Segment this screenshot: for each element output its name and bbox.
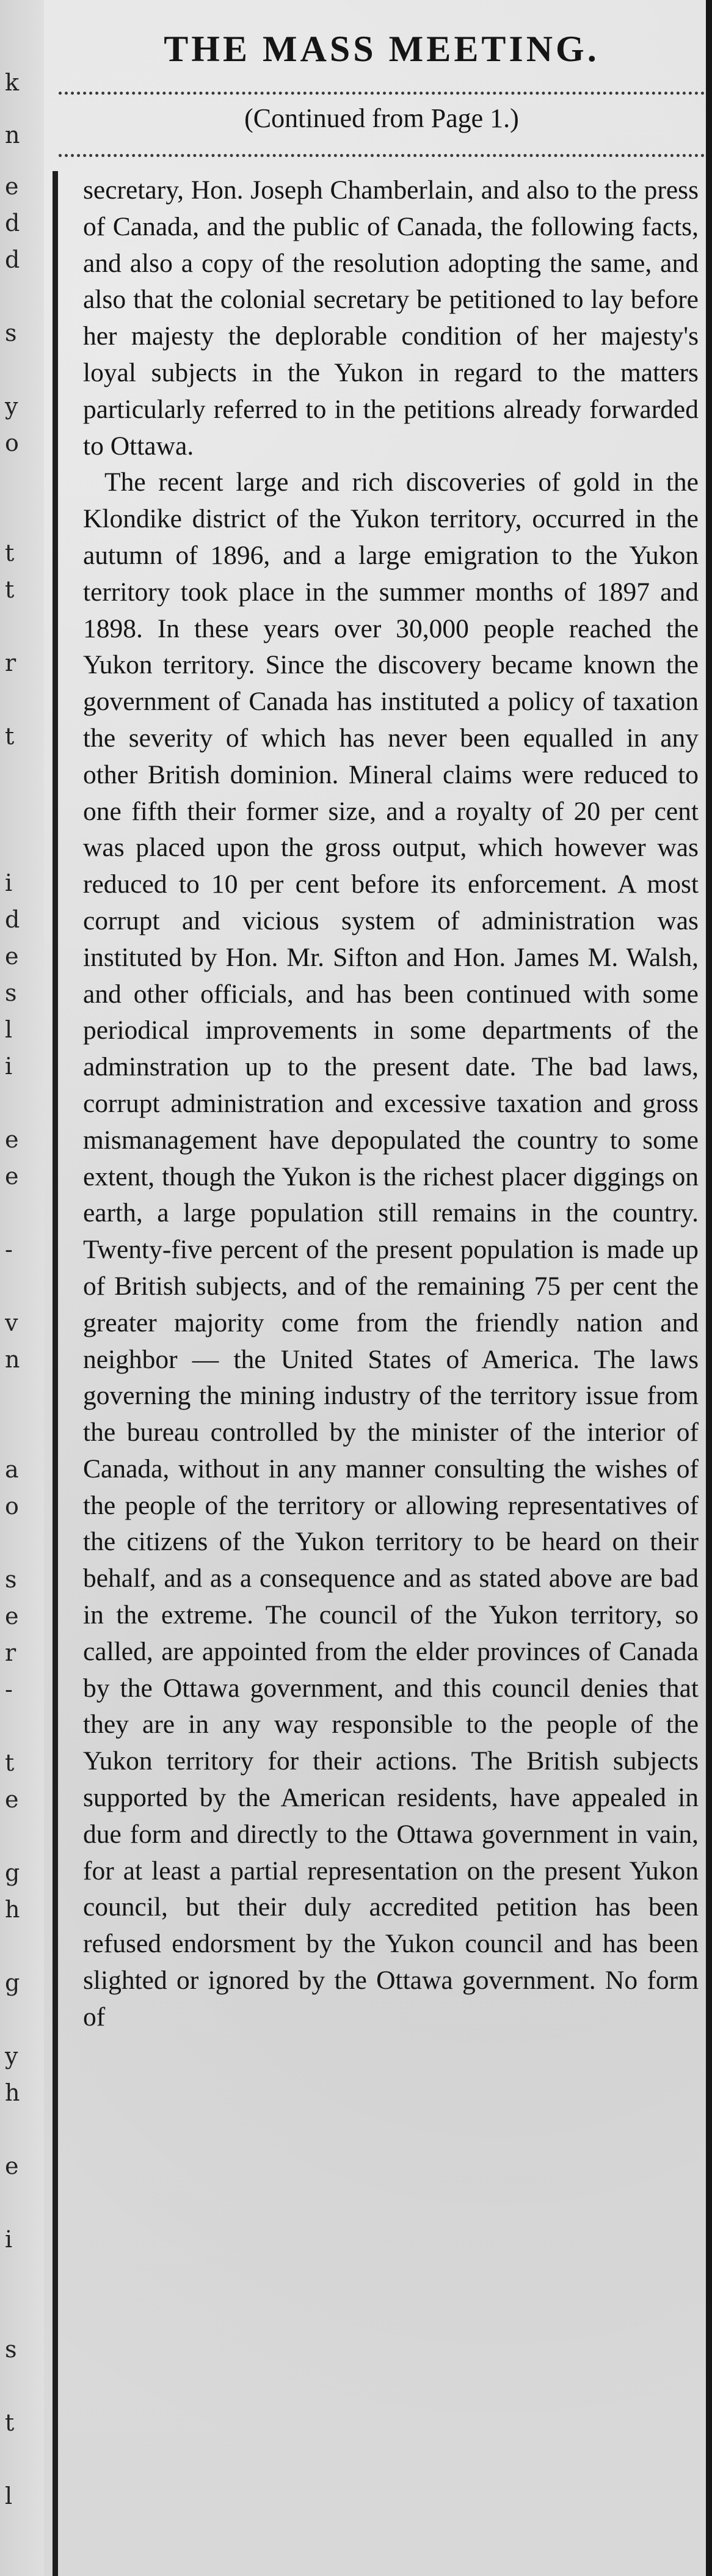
left-fragment-letter: s — [5, 2336, 17, 2363]
left-fragment-letter: d — [5, 246, 20, 273]
left-fragment-letter: t — [5, 540, 15, 566]
left-fragment-letter: e — [5, 2153, 19, 2179]
article-paragraph: The recent large and rich discoveries of gold in the Klondike district of the Yukon territory, occurred in the autumn of 1896, and a large emigration to the Yukon territory took place in the summer months of 1897 and 1898. In these years over 30,000 people reached the Yukon territory. Since the discovery became known the government of Canada has instituted a policy of taxation the severity of which has never been equalled in any other British dominion. Mineral claims were reduced to one fifth their former size, and a royalty of 20 per cent was placed upon the gross output, which however was reduced to 10 per cent before its enforcement. A most corrupt and vicious system of administration was instituted by Hon. Mr. Sifton and Hon. James M. Walsh, and other officials, and has been continued with some periodical improvements in some departments of the adminstration up to the present date. The bad laws, corrupt administration and excessive taxation and gross mismanagement have depopulated the country to some extent, though the Yukon is the richest placer diggings on earth, a large population still remains in the country. Twenty-five percent of the present population is made up of British subjects, and of the remaining 75 per cent the greater majority come from the friendly nation and neighbor — the United States of America. The laws governing the mining industry of the territory issue from the bureau controlled by the minister of the interior of Canada, without in any manner consulting the wishes of the people of the territory or allowing representatives of the citizens of the Yukon territory to be heard on their behalf, and as a consequence and as stated above are bad in the extreme. The council of the Yukon territory, so called, are appointed from the elder provinces of Canada by the Ottawa government, and this council denies that they are in any way responsible to the people of the Yukon territory for their actions. The British subjects supported by the American residents, have appealed in due form and directly to the Ottawa government in vain, for at least a partial representation on the present Yukon council, but their duly accredited petition has been refused endorsment by the Yukon council and has been slighted or ignored by the Ottawa government. No form of — [83, 467, 699, 2032]
article-body — [83, 172, 699, 2576]
left-fragment-letter: a — [5, 1456, 19, 1483]
column-rule-left — [53, 171, 58, 2576]
left-fragment-letter: g — [5, 1859, 20, 1886]
left-fragment-letter: o — [5, 1493, 19, 1520]
left-fragment-letter: e — [5, 1603, 19, 1630]
left-fragment-letter: e — [5, 173, 19, 200]
left-fragment-letter: r — [5, 649, 16, 676]
left-fragment-letter: n — [5, 122, 20, 148]
article-header — [59, 0, 705, 171]
left-fragment-letter: y — [5, 393, 18, 420]
header-dotted-rule-bottom — [59, 154, 705, 157]
left-fragment-letter: - — [5, 1676, 13, 1703]
left-fragment-letter: e — [5, 1126, 19, 1153]
left-fragment-letter: h — [5, 2079, 20, 2106]
left-fragment-letter: n — [5, 1346, 20, 1373]
left-fragment-letter: s — [5, 320, 17, 346]
left-fragment-letter: d — [5, 906, 20, 933]
left-fragment-letter: l — [5, 2483, 13, 2509]
left-fragment-letter: g — [5, 1969, 20, 1996]
left-fragment-letter: e — [5, 1786, 19, 1813]
left-fragment-letter: t — [5, 2409, 15, 2436]
left-fragment-letter: y — [5, 2043, 18, 2069]
left-fragment-letter: i — [5, 2226, 13, 2253]
left-fragment-letter: k — [5, 69, 20, 96]
left-fragment-letter: s — [5, 979, 17, 1006]
article-paragraph: secretary, Hon. Joseph Chamberlain, and also to the press of Canada, and the public of Canada, the following facts, and also a copy of the resolution adopting the same, and also that the colonial secretary be petitioned to lay before her majesty the deplorable condition of her majesty's loyal subjects in the Yukon in regard to the matters particularly referred to in the petitions already forwarded to Ottawa. — [83, 175, 699, 461]
left-fragment-letter: t — [5, 723, 15, 750]
adjacent-column-fragment — [0, 0, 44, 2576]
left-fragment-letter: v — [5, 1309, 18, 1336]
left-fragment-letter: - — [5, 1236, 13, 1263]
left-fragment-letter: e — [5, 1163, 19, 1190]
left-fragment-letter: t — [5, 1749, 15, 1776]
left-fragment-letter: e — [5, 943, 19, 970]
continuation-note: (Continued from Page 1.) — [244, 103, 519, 133]
column-rule-right — [706, 0, 712, 2576]
left-fragment-letter: i — [5, 869, 13, 896]
left-fragment-letter: o — [5, 430, 19, 456]
left-fragment-letter: r — [5, 1639, 16, 1666]
left-fragment-letter: i — [5, 1053, 13, 1080]
left-fragment-letter: s — [5, 1566, 17, 1593]
left-fragment-letter: l — [5, 1016, 13, 1043]
left-fragment-letter: d — [5, 210, 20, 236]
left-fragment-letter: h — [5, 1896, 20, 1923]
left-fragment-letter: t — [5, 576, 15, 603]
article-title: THE MASS MEETING. — [164, 29, 600, 69]
header-dotted-rule-top — [59, 92, 705, 95]
